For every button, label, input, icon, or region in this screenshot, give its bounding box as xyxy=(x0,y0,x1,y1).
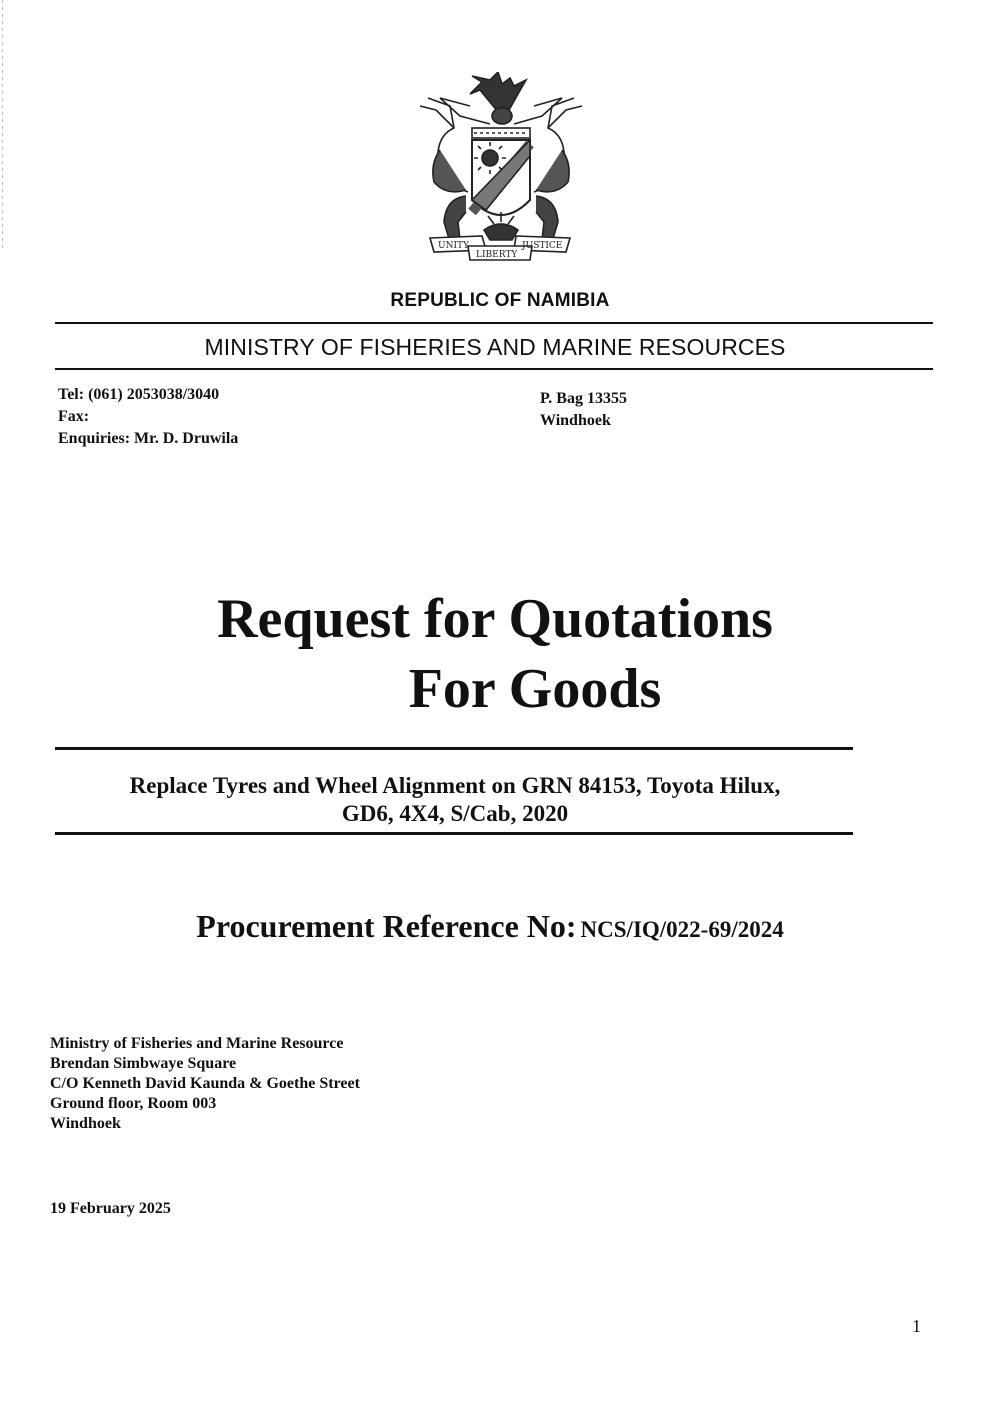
ministry-heading: MINISTRY OF FISHERIES AND MARINE RESOURCES xyxy=(204,334,786,360)
header-rule-top xyxy=(55,322,933,324)
scan-edge-artifact xyxy=(2,0,3,250)
procurement-number: NCS/IQ/022-69/2024 xyxy=(580,917,784,942)
telephone: Tel: (061) 2053038/3040 xyxy=(58,386,220,403)
city: Windhoek xyxy=(540,412,611,429)
subject-line1: Replace Tyres and Wheel Alignment on GRN 84153, Toyota Hilux, xyxy=(129,773,781,798)
fax: Fax: xyxy=(58,408,90,425)
document-title-line1: Request for Quotations xyxy=(217,588,773,650)
country-heading: REPUBLIC OF NAMIBIA xyxy=(390,290,610,311)
subject-block xyxy=(40,772,870,828)
procurement-label: Procurement Reference No: xyxy=(196,908,577,944)
enquiries: Enquiries: Mr. D. Druwila xyxy=(58,430,239,447)
address-line2: Brendan Simbwaye Square xyxy=(50,1055,237,1072)
address-block xyxy=(50,1034,360,1134)
address-line5: Windhoek xyxy=(50,1115,121,1132)
subject-rule-bottom xyxy=(55,832,853,835)
contact-left-block xyxy=(58,384,238,450)
address-line1: Ministry of Fisheries and Marine Resource xyxy=(50,1035,344,1052)
namibia-coat-of-arms-icon xyxy=(410,72,590,272)
address-line4: Ground floor, Room 003 xyxy=(50,1095,217,1112)
page-number: 1 xyxy=(912,1316,921,1336)
motto-center: LIBERTY xyxy=(476,250,518,260)
motto-left: UNITY xyxy=(438,241,469,251)
procurement-reference xyxy=(0,908,980,945)
document-date: 19 February 2025 xyxy=(50,1200,171,1217)
address-line3: C/O Kenneth David Kaunda & Goethe Street xyxy=(50,1075,360,1092)
po-box: P. Bag 13355 xyxy=(540,390,627,407)
contact-right-block xyxy=(540,388,627,432)
subject-rule-top xyxy=(55,747,853,750)
document-title-line2: For Goods xyxy=(408,658,662,720)
subject-line2: GD6, 4X4, S/Cab, 2020 xyxy=(341,801,569,826)
header-rule-bottom xyxy=(55,368,933,370)
motto-right: JUSTICE xyxy=(522,241,563,251)
